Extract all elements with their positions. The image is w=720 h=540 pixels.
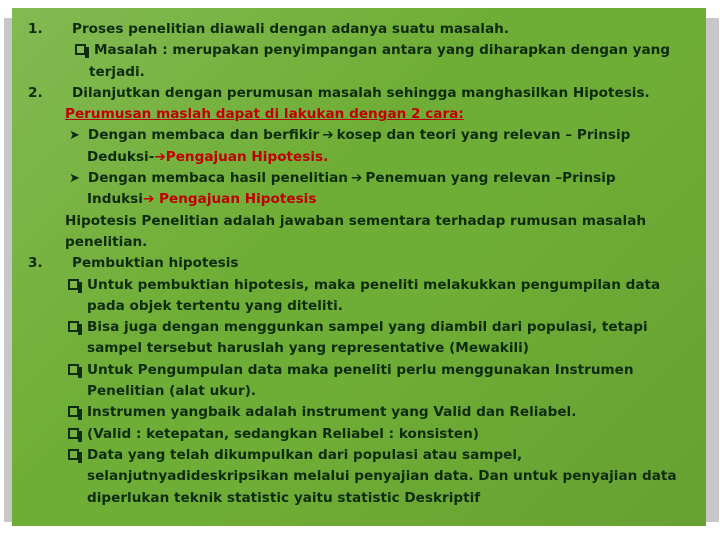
highlight-text: Pengajuan Hipotesis (154, 191, 317, 208)
list-number: 1. (28, 21, 43, 37)
sub-item-text: Untuk Pengumpulan data maka peneliti perlu menggunakan Instrumen (87, 361, 634, 378)
arrow-item-continued (12, 189, 706, 210)
sub-item (12, 360, 706, 381)
arrow-item-text: kosep dan teori yang relevan – Prinsip (336, 127, 631, 144)
checkbox-square-icon (75, 44, 86, 55)
arrow-item-text: Dengan membaca hasil penelitian (87, 170, 348, 187)
checkbox-square-icon (68, 364, 79, 375)
arrow-item (12, 168, 706, 189)
subheading-text: Perumusan maslah dapat di lakukan dengan 2 cara: (65, 106, 464, 123)
checkbox-square-icon (68, 321, 79, 332)
sub-item-text: Bisa juga dengan menggunkan sampel yang diambil dari populasi, tetapi (87, 319, 648, 336)
arrow-item-text: Induksi (87, 191, 143, 208)
list-item-1 (12, 19, 706, 40)
arrow-item-text: Dengan membaca dan berfikir (87, 127, 320, 144)
sub-item (12, 40, 706, 61)
checkbox-square-icon (68, 428, 79, 439)
arrowhead-icon: ➤ (69, 128, 80, 144)
sub-item-text: Penelitian (alat ukur). (87, 383, 257, 400)
checkbox-square-icon (68, 279, 79, 290)
arrow-item-continued (12, 147, 706, 168)
subheading (12, 104, 706, 125)
sub-item-text: Masalah : merupakan penyimpangan antara yang diharapkan dengan yang (94, 42, 671, 59)
sub-item-continued (12, 488, 706, 509)
list-number: 2. (28, 84, 43, 101)
slide (12, 8, 706, 526)
list-item-text: Pembuktian hipotesis (72, 255, 239, 272)
list-item-3 (12, 253, 706, 274)
slide-content (12, 19, 706, 509)
paragraph-line (12, 211, 706, 232)
sub-item-continued (12, 62, 706, 83)
list-number: 3. (28, 255, 43, 272)
sub-item (12, 275, 706, 296)
arrow-item-text: Penemuan yang relevan –Prinsip (365, 170, 616, 187)
list-item-text: Proses penelitian diawali dengan adanya suatu masalah. (72, 21, 509, 37)
sub-item-text: pada objek tertentu yang diteliti. (87, 297, 343, 314)
sub-item-text: Instrumen yangbaik adalah instrument yang Valid dan Reliabel. (87, 404, 577, 421)
sub-item-text: selanjutnyadideskripsikan melalui penyajian data. Dan untuk penyajian data (87, 468, 677, 485)
paragraph-text: penelitian. (65, 233, 148, 250)
sub-item (12, 317, 706, 338)
sub-item-continued (12, 296, 706, 317)
sub-item-text: Data yang telah dikumpulkan dari populasi atau sampel, (87, 446, 523, 463)
right-arrow-icon: ➔ (154, 148, 166, 165)
right-arrow-icon: ➔ (322, 127, 334, 144)
checkbox-square-icon (68, 449, 79, 460)
sub-item-text: (Valid : ketepatan, sedangkan Reliabel : konsisten) (87, 425, 479, 442)
sub-item-continued (12, 466, 706, 487)
sub-item (12, 445, 706, 466)
sub-item-text: diperlukan teknik statistic yaitu statistic Deskriptif (87, 489, 481, 506)
paragraph-text: Hipotesis Penelitian adalah jawaban sementara terhadap rumusan masalah (65, 212, 647, 229)
checkbox-square-icon (68, 406, 79, 417)
paragraph-line (12, 232, 706, 253)
sub-item-continued (12, 381, 706, 402)
arrow-item-text: Deduksi- (87, 148, 155, 165)
arrowhead-icon: ➤ (69, 171, 80, 187)
list-item-text: Dilanjutkan dengan perumusan masalah sehingga manghasilkan Hipotesis. (72, 84, 650, 101)
sub-item-continued (12, 338, 706, 359)
sub-item (12, 424, 706, 445)
right-arrow-icon: ➔ (351, 170, 363, 187)
sub-item-text: Untuk pembuktian hipotesis, maka peneliti melakukkan pengumpilan data (87, 276, 661, 293)
right-arrow-icon: ➔ (142, 191, 155, 208)
sub-item-text: sampel tersebut haruslah yang representative (Mewakili) (87, 340, 530, 357)
sub-item-text: terjadi. (89, 63, 145, 80)
list-item-2 (12, 83, 706, 104)
sub-item (12, 402, 706, 423)
arrow-item (12, 125, 706, 146)
highlight-text: Pengajuan Hipotesis. (165, 148, 329, 165)
